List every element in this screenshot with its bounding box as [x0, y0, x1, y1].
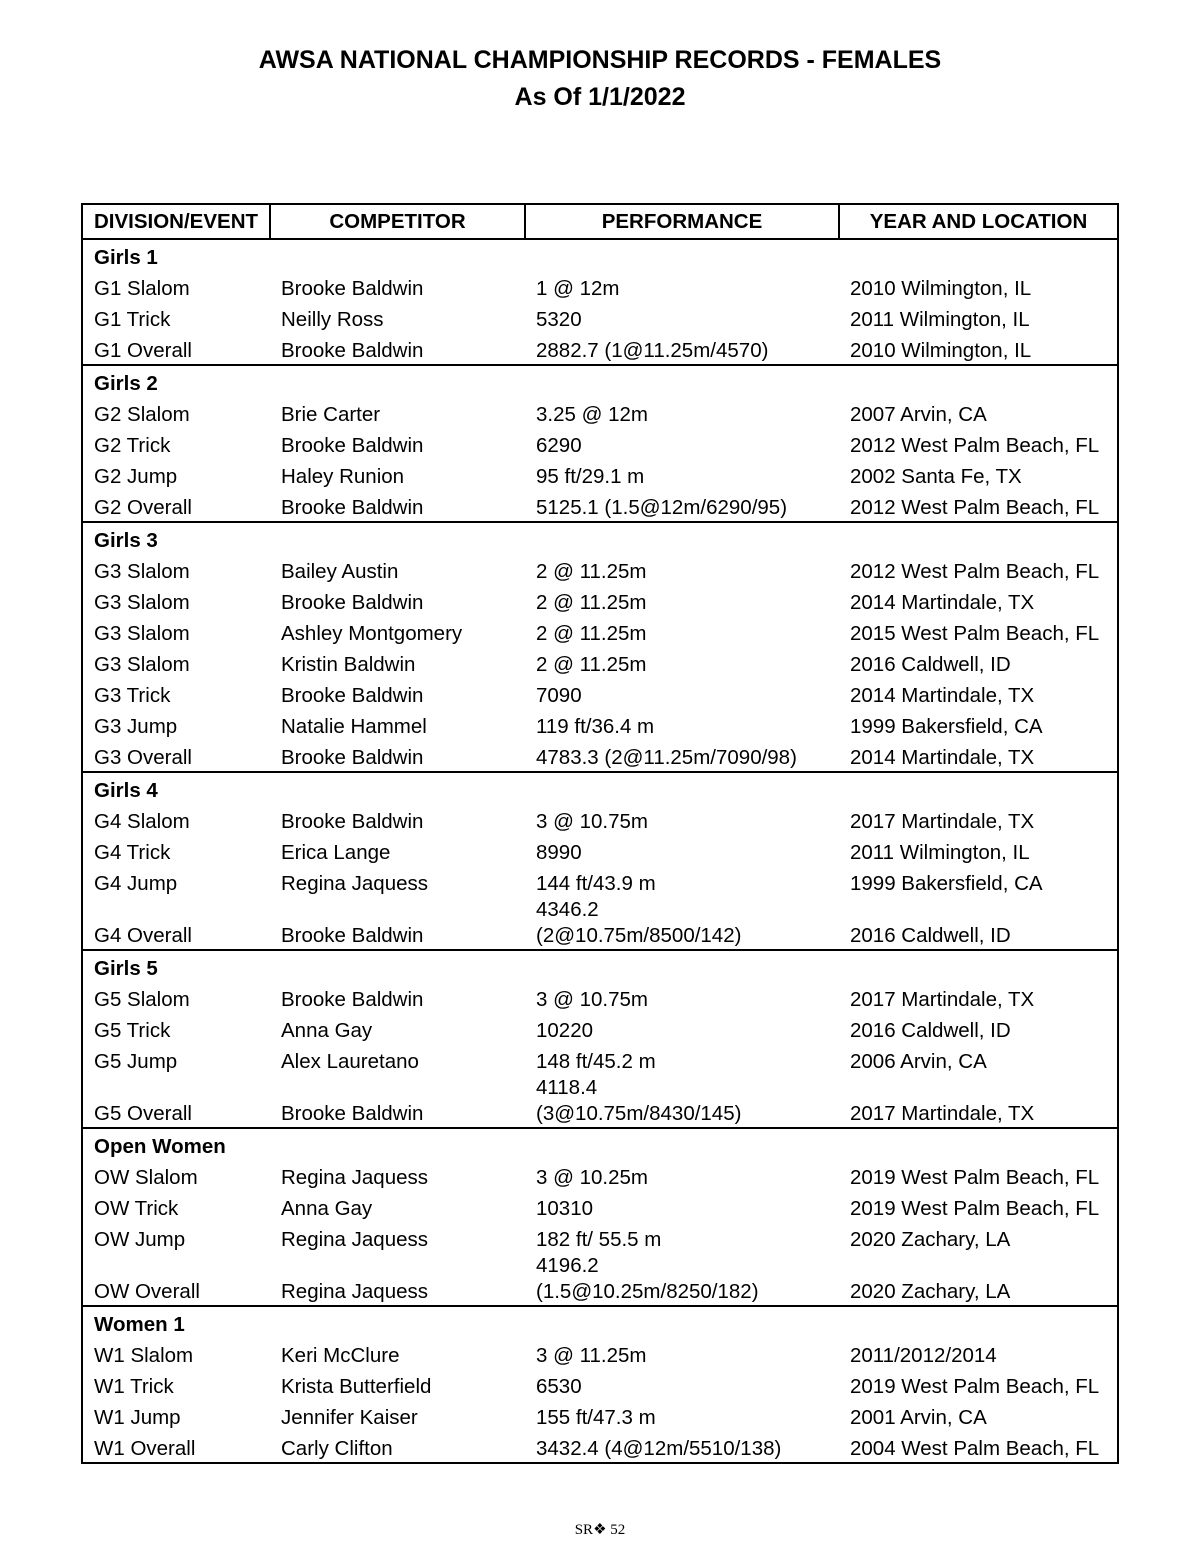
cell-year-location: 2012 West Palm Beach, FL	[850, 496, 1100, 519]
cell-performance: 10310	[536, 1197, 594, 1220]
cell-year-location: 2017 Martindale, TX	[850, 988, 1035, 1011]
cell-event: G2 Trick	[94, 434, 171, 457]
cell-event: G3 Overall	[94, 746, 192, 769]
cell-performance	[525, 897, 839, 950]
table-row	[82, 1160, 1118, 1191]
cell-performance: 1 @ 12m	[536, 277, 620, 300]
cell-year-location: 2019 West Palm Beach, FL	[850, 1375, 1100, 1398]
performance-line-1: 4346.2	[536, 898, 599, 921]
cell-performance: 155 ft/47.3 m	[536, 1406, 656, 1429]
cell-year-location: 2014 Martindale, TX	[850, 746, 1035, 769]
cell-event: G3 Slalom	[94, 560, 190, 583]
cell-event: G5 Trick	[94, 1019, 171, 1042]
table-row	[82, 1400, 1118, 1431]
cell-year-location: 2017 Martindale, TX	[850, 1102, 1035, 1125]
group-name: Girls 1	[94, 246, 158, 269]
cell-event: W1 Jump	[94, 1406, 181, 1429]
cell-competitor: Krista Butterfield	[281, 1375, 432, 1398]
group-name: Girls 2	[82, 365, 1118, 397]
cell-year-location: 2002 Santa Fe, TX	[850, 465, 1022, 488]
cell-event: G5 Jump	[94, 1050, 178, 1073]
cell-competitor: Brooke Baldwin	[281, 684, 424, 707]
cell-year-location: 2020 Zachary, LA	[850, 1228, 1011, 1251]
cell-year-location: 2016 Caldwell, ID	[850, 653, 1011, 676]
table-header-row	[82, 204, 1118, 239]
cell-event: G3 Trick	[94, 684, 171, 707]
header-performance: PERFORMANCE	[525, 204, 839, 239]
cell-performance: 3.25 @ 12m	[536, 403, 648, 426]
group-header-row	[82, 950, 1118, 982]
page-footer: SR❖ 52	[574, 1522, 626, 1538]
table-row	[82, 333, 1118, 365]
cell-competitor: Bailey Austin	[281, 560, 399, 583]
cell-event: G1 Trick	[94, 308, 171, 331]
cell-event: G5 Slalom	[94, 988, 190, 1011]
table-row	[82, 428, 1118, 459]
cell-event: G4 Overall	[94, 924, 192, 947]
cell-competitor: Keri McClure	[281, 1344, 400, 1367]
table-row	[82, 616, 1118, 647]
table-row	[82, 866, 1118, 897]
cell-competitor: Ashley Montgomery	[281, 622, 463, 645]
cell-event: W1 Trick	[94, 1375, 174, 1398]
table-row	[82, 271, 1118, 302]
cell-performance: 10220	[536, 1019, 594, 1042]
performance-line-1: 4196.2	[536, 1254, 599, 1277]
group-name: Open Women	[82, 1128, 1118, 1160]
header-competitor: COMPETITOR	[270, 204, 525, 239]
table-row	[82, 397, 1118, 428]
cell-competitor: Brooke Baldwin	[281, 1102, 424, 1125]
cell-performance: 8990	[536, 841, 582, 864]
table-row	[82, 1253, 1118, 1306]
cell-year-location: 2010 Wilmington, IL	[850, 277, 1032, 300]
cell-year-location: 1999 Bakersfield, CA	[850, 872, 1043, 895]
cell-performance: 3 @ 10.75m	[536, 988, 648, 1011]
header-year-location: YEAR AND LOCATION	[839, 204, 1118, 239]
cell-event: OW Overall	[94, 1280, 200, 1303]
cell-performance	[525, 1253, 839, 1306]
table-row	[82, 1075, 1118, 1128]
table-row	[82, 585, 1118, 616]
cell-competitor: Anna Gay	[281, 1019, 373, 1042]
table-row	[82, 1431, 1118, 1463]
table-row	[82, 302, 1118, 333]
cell-performance: 4783.3 (2@11.25m/7090/98)	[536, 746, 797, 769]
cell-performance: 3432.4 (4@12m/5510/138)	[536, 1437, 782, 1460]
cell-event: G2 Overall	[94, 496, 192, 519]
cell-competitor: Brooke Baldwin	[281, 746, 424, 769]
cell-competitor: Brooke Baldwin	[281, 924, 424, 947]
cell-event: G1 Overall	[94, 339, 192, 362]
cell-year-location: 2001 Arvin, CA	[850, 1406, 987, 1429]
cell-year-location: 2006 Arvin, CA	[850, 1050, 987, 1073]
cell-competitor: Brooke Baldwin	[281, 988, 424, 1011]
cell-performance: 2882.7 (1@11.25m/4570)	[536, 339, 769, 362]
header-division-event: DIVISION/EVENT	[82, 204, 270, 239]
table-row	[82, 459, 1118, 490]
cell-performance: 6530	[536, 1375, 582, 1398]
cell-year-location: 2007 Arvin, CA	[850, 403, 987, 426]
cell-performance: 2 @ 11.25m	[536, 622, 647, 645]
table-row	[82, 1338, 1118, 1369]
cell-event: G1 Slalom	[94, 277, 190, 300]
cell-performance: 6290	[536, 434, 582, 457]
cell-year-location: 2015 West Palm Beach, FL	[850, 622, 1100, 645]
page-title: AWSA NATIONAL CHAMPIONSHIP RECORDS - FEMALES	[258, 46, 942, 74]
table-row	[82, 1044, 1118, 1075]
cell-performance: 2 @ 11.25m	[536, 591, 647, 614]
group-name: Girls 3	[82, 522, 1118, 554]
cell-competitor: Natalie Hammel	[281, 715, 427, 738]
cell-competitor: Regina Jaquess	[281, 1166, 429, 1189]
cell-competitor: Brooke Baldwin	[281, 810, 424, 833]
cell-event: G4 Slalom	[94, 810, 190, 833]
performance-line-2: (1.5@10.25m/8250/182)	[536, 1280, 759, 1303]
performance-line-1: 4118.4	[536, 1076, 598, 1099]
cell-year-location: 2012 West Palm Beach, FL	[850, 560, 1100, 583]
cell-competitor: Neilly Ross	[281, 308, 384, 331]
cell-performance	[525, 1075, 839, 1128]
cell-competitor: Brie Carter	[281, 403, 381, 426]
cell-year-location: 2014 Martindale, TX	[850, 684, 1035, 707]
cell-performance: 182 ft/ 55.5 m	[536, 1228, 662, 1251]
cell-event: G2 Jump	[94, 465, 178, 488]
group-name: Women 1	[82, 1306, 1118, 1338]
table-row	[82, 647, 1118, 678]
cell-year-location: 2004 West Palm Beach, FL	[850, 1437, 1100, 1460]
cell-event: W1 Overall	[94, 1437, 196, 1460]
cell-performance: 3 @ 11.25m	[536, 1344, 647, 1367]
table-row	[82, 982, 1118, 1013]
cell-competitor: Regina Jaquess	[281, 872, 429, 895]
cell-performance: 2 @ 11.25m	[536, 560, 647, 583]
table-row	[82, 897, 1118, 950]
cell-year-location: 2010 Wilmington, IL	[850, 339, 1032, 362]
cell-year-location: 2016 Caldwell, ID	[850, 1019, 1011, 1042]
performance-line-2: (3@10.75m/8430/145)	[536, 1102, 742, 1125]
cell-performance: 7090	[536, 684, 582, 707]
cell-event: W1 Slalom	[94, 1344, 194, 1367]
cell-competitor: Haley Runion	[281, 465, 405, 488]
cell-year-location: 2011 Wilmington, IL	[850, 841, 1030, 864]
cell-performance: 5320	[536, 308, 582, 331]
records-body	[82, 239, 1118, 1463]
cell-year-location: 2019 West Palm Beach, FL	[850, 1197, 1100, 1220]
cell-competitor: Kristin Baldwin	[281, 653, 416, 676]
cell-competitor: Anna Gay	[281, 1197, 373, 1220]
cell-year-location: 2012 West Palm Beach, FL	[850, 434, 1100, 457]
cell-event: G5 Overall	[94, 1102, 192, 1125]
table-row	[82, 1191, 1118, 1222]
table-row	[82, 740, 1118, 772]
table-row	[82, 490, 1118, 522]
cell-event: G3 Jump	[94, 715, 178, 738]
table-row	[82, 835, 1118, 866]
cell-event: G3 Slalom	[94, 653, 190, 676]
cell-performance: 5125.1 (1.5@12m/6290/95)	[536, 496, 788, 519]
cell-performance: 119 ft/36.4 m	[536, 715, 655, 738]
cell-event: G3 Slalom	[94, 591, 190, 614]
records-table	[81, 203, 1119, 1464]
cell-event: OW Slalom	[94, 1166, 198, 1189]
cell-performance: 95 ft/29.1 m	[536, 465, 645, 488]
cell-competitor: Alex Lauretano	[281, 1050, 419, 1073]
cell-performance: 148 ft/45.2 m	[536, 1050, 656, 1073]
group-header-row	[82, 772, 1118, 804]
cell-performance: 3 @ 10.75m	[536, 810, 648, 833]
cell-year-location: 2014 Martindale, TX	[850, 591, 1035, 614]
table-row	[82, 554, 1118, 585]
group-name: Girls 4	[82, 772, 1118, 804]
cell-performance: 144 ft/43.9 m	[536, 872, 656, 895]
table-row	[82, 1222, 1118, 1253]
cell-event: OW Trick	[94, 1197, 179, 1220]
table-row	[82, 678, 1118, 709]
group-header-row	[82, 1128, 1118, 1160]
table-row	[82, 709, 1118, 740]
cell-year-location: 2011 Wilmington, IL	[850, 308, 1030, 331]
cell-event: G4 Jump	[94, 872, 178, 895]
table-row	[82, 1369, 1118, 1400]
cell-year-location: 2019 West Palm Beach, FL	[850, 1166, 1100, 1189]
cell-event: G3 Slalom	[94, 622, 190, 645]
cell-competitor: Brooke Baldwin	[281, 339, 424, 362]
cell-event: G2 Slalom	[94, 403, 190, 426]
group-header-row	[82, 239, 1118, 271]
cell-competitor: Brooke Baldwin	[281, 591, 424, 614]
cell-year-location: 2017 Martindale, TX	[850, 810, 1035, 833]
cell-competitor: Erica Lange	[281, 841, 391, 864]
cell-competitor: Brooke Baldwin	[281, 277, 424, 300]
cell-competitor: Brooke Baldwin	[281, 434, 424, 457]
cell-competitor: Brooke Baldwin	[281, 496, 424, 519]
cell-year-location: 2016 Caldwell, ID	[850, 924, 1011, 947]
performance-line-2: (2@10.75m/8500/142)	[536, 924, 742, 947]
table-row	[82, 804, 1118, 835]
cell-performance: 2 @ 11.25m	[536, 653, 647, 676]
cell-year-location: 2011/2012/2014	[850, 1344, 997, 1367]
cell-performance: 3 @ 10.25m	[536, 1166, 648, 1189]
cell-year-location: 1999 Bakersfield, CA	[850, 715, 1043, 738]
cell-competitor: Regina Jaquess	[281, 1228, 429, 1251]
group-header-row	[82, 1306, 1118, 1338]
group-header-row	[82, 522, 1118, 554]
cell-year-location: 2020 Zachary, LA	[850, 1280, 1011, 1303]
cell-event: G4 Trick	[94, 841, 171, 864]
cell-event: OW Jump	[94, 1228, 186, 1251]
group-header-row	[82, 365, 1118, 397]
cell-competitor: Regina Jaquess	[281, 1280, 429, 1303]
cell-competitor: Carly Clifton	[281, 1437, 393, 1460]
group-name: Girls 5	[82, 950, 1118, 982]
table-row	[82, 1013, 1118, 1044]
cell-competitor: Jennifer Kaiser	[281, 1406, 418, 1429]
page-subtitle: As Of 1/1/2022	[514, 83, 686, 111]
